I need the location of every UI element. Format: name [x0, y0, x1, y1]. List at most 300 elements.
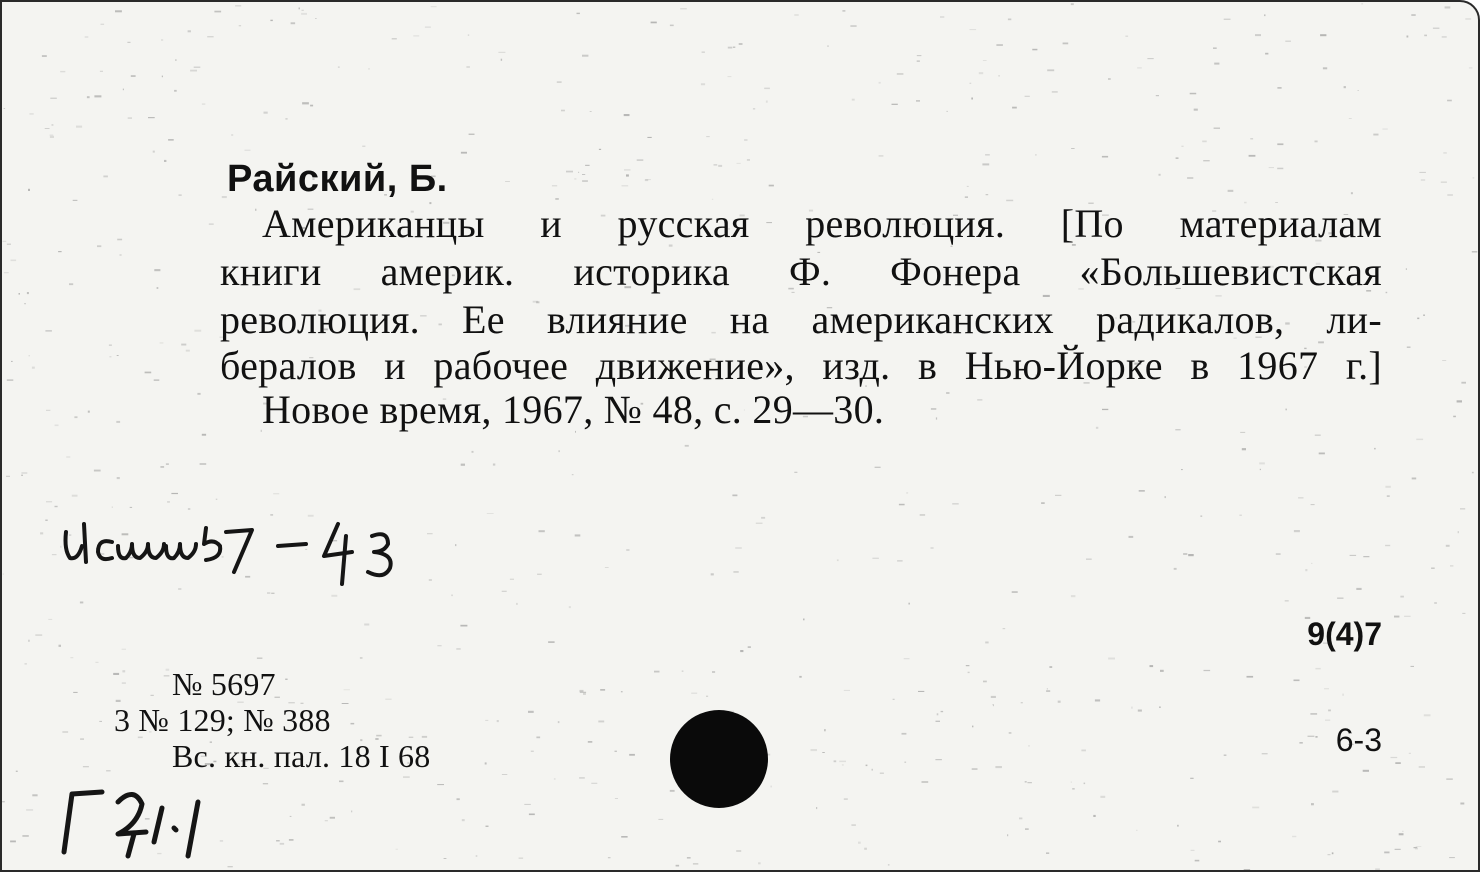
speckle — [1181, 469, 1183, 470]
speckle — [1228, 190, 1234, 192]
speckle — [154, 380, 160, 381]
entry-line-2: книги америк. историка Ф. Фонера «Большевистская — [220, 249, 1382, 294]
speckle — [1204, 670, 1211, 671]
speckle — [1276, 553, 1281, 555]
speckle — [1071, 148, 1075, 149]
speckle — [706, 136, 710, 137]
speckle — [983, 60, 987, 61]
speckle — [29, 355, 30, 356]
speckle — [1374, 448, 1375, 450]
speckle — [1052, 91, 1058, 92]
speckle — [1084, 783, 1086, 785]
speckle — [935, 759, 942, 760]
speckle — [181, 344, 186, 346]
speckle — [360, 657, 363, 659]
speckle — [1046, 690, 1050, 691]
speckle — [115, 10, 122, 12]
speckle — [566, 171, 573, 173]
speckle — [437, 784, 444, 785]
speckle — [946, 392, 949, 393]
speckle — [62, 731, 68, 732]
speckle — [735, 547, 742, 548]
speckle — [748, 646, 751, 648]
speckle — [1361, 3, 1363, 4]
speckle — [1442, 36, 1447, 37]
speckle — [733, 47, 735, 48]
speckle — [235, 5, 241, 6]
speckle — [982, 163, 989, 165]
speckle — [325, 820, 328, 821]
speckle — [764, 88, 770, 90]
speckle — [510, 579, 514, 580]
speckle — [285, 118, 287, 120]
speckle — [425, 27, 431, 28]
speckle — [685, 445, 689, 447]
speckle — [561, 110, 565, 112]
speckle — [536, 737, 540, 739]
speckle — [670, 25, 674, 27]
speckle — [1421, 180, 1425, 181]
speckle — [145, 372, 152, 374]
speckle — [58, 251, 62, 252]
speckle — [485, 762, 487, 764]
speckle — [338, 66, 340, 68]
speckle — [310, 105, 313, 107]
speckle — [263, 783, 268, 784]
speckle — [968, 672, 970, 673]
speckle — [202, 104, 205, 105]
speckle — [245, 150, 251, 151]
speckle — [1434, 602, 1437, 604]
speckle — [117, 239, 122, 241]
speckle — [231, 134, 233, 136]
speckle — [497, 720, 499, 722]
speckle — [42, 55, 47, 57]
speckle — [45, 520, 47, 521]
speckle — [537, 574, 542, 575]
speckle — [109, 356, 111, 357]
speckle — [1129, 536, 1134, 538]
speckle — [753, 108, 755, 110]
speckle — [728, 76, 732, 77]
speckle — [40, 532, 43, 534]
speckle — [264, 112, 268, 114]
speckle — [413, 35, 419, 36]
speckle — [1414, 847, 1418, 848]
speckle — [1409, 753, 1411, 754]
speckle — [46, 501, 52, 502]
speckle — [476, 855, 478, 857]
speckle — [622, 185, 629, 186]
speckle — [931, 547, 934, 549]
speckle — [744, 139, 747, 140]
speckle — [472, 451, 474, 453]
speckle — [48, 619, 52, 620]
speckle — [1446, 545, 1450, 547]
speckle — [228, 866, 233, 867]
speckle — [66, 456, 70, 457]
speckle — [706, 696, 708, 697]
speckle — [1008, 19, 1011, 21]
speckle — [27, 292, 29, 294]
speckle — [1472, 251, 1478, 252]
speckle — [591, 783, 597, 784]
speckle — [1240, 432, 1245, 433]
speckle — [214, 11, 221, 13]
speckle — [339, 781, 344, 783]
accession-row-2: 3 № 129; № 388 — [114, 702, 331, 738]
speckle — [651, 22, 657, 24]
speckle — [615, 798, 618, 799]
speckle — [917, 55, 922, 56]
speckle — [965, 196, 968, 198]
speckle — [528, 711, 534, 713]
speckle — [1159, 707, 1161, 708]
speckle — [1453, 416, 1456, 418]
speckle — [1265, 53, 1268, 55]
speckle — [200, 463, 207, 465]
speckle — [1247, 676, 1254, 678]
speckle — [455, 544, 456, 546]
speckle — [7, 379, 14, 380]
speckle — [682, 671, 684, 672]
speckle — [1450, 565, 1453, 567]
speckle — [35, 635, 42, 636]
speckle — [702, 51, 705, 53]
speckle — [11, 361, 13, 362]
speckle — [302, 10, 304, 11]
speckle — [162, 76, 163, 78]
speckle — [1298, 497, 1303, 499]
speckle — [302, 804, 305, 806]
speckle — [157, 287, 159, 289]
speckle — [122, 649, 126, 650]
speckle — [164, 160, 166, 162]
speckle — [712, 199, 713, 200]
speckle — [1063, 43, 1069, 45]
speckle — [952, 503, 959, 504]
speckle — [32, 367, 35, 369]
speckle — [539, 530, 545, 532]
speckle — [1139, 490, 1145, 492]
speckle — [498, 52, 505, 53]
speckle — [977, 399, 982, 401]
speckle — [979, 72, 983, 74]
speckle — [55, 425, 59, 427]
speckle — [362, 146, 365, 147]
speckle — [28, 640, 29, 642]
speckle — [1394, 616, 1399, 618]
speckle — [1433, 28, 1440, 29]
speckle — [19, 293, 21, 295]
speckle — [50, 136, 54, 138]
speckle — [161, 39, 163, 40]
speckle — [1125, 36, 1128, 37]
speckle — [6, 476, 10, 477]
speckle — [1021, 702, 1023, 703]
speckle — [1460, 803, 1464, 805]
speckle — [1320, 34, 1326, 36]
speckle — [2, 801, 5, 802]
speckle — [999, 75, 1000, 77]
speckle — [1046, 853, 1049, 854]
speckle — [1384, 852, 1389, 854]
speckle — [179, 194, 182, 196]
speckle — [1032, 49, 1037, 51]
speckle — [1299, 742, 1302, 743]
speckle — [585, 165, 590, 166]
speckle — [1100, 796, 1105, 798]
speckle — [1358, 90, 1359, 91]
speckle — [1311, 563, 1312, 564]
speckle — [202, 434, 206, 436]
speckle — [842, 10, 845, 11]
speckle — [1332, 852, 1334, 854]
speckle — [21, 472, 27, 473]
speckle — [486, 826, 489, 827]
speckle — [444, 858, 447, 859]
speckle — [1457, 400, 1462, 402]
speckle — [799, 676, 801, 678]
speckle — [50, 98, 57, 99]
speckle — [403, 777, 410, 778]
speckle — [1285, 600, 1289, 601]
speckle — [851, 825, 856, 826]
speckle — [276, 840, 280, 842]
speckle — [922, 781, 929, 782]
speckle — [1363, 770, 1369, 772]
speckle — [461, 152, 467, 154]
speckle — [1190, 778, 1193, 779]
speckle — [1412, 478, 1417, 480]
speckle — [1328, 710, 1331, 712]
speckle — [577, 13, 580, 14]
speckle — [1351, 192, 1353, 194]
speckle — [909, 603, 910, 605]
speckle — [207, 36, 213, 37]
speckle — [392, 38, 397, 39]
speckle — [991, 696, 996, 698]
speckle — [1183, 553, 1187, 554]
speckle — [487, 513, 494, 514]
speckle — [680, 8, 687, 9]
speckle — [985, 154, 990, 155]
speckle — [122, 670, 125, 672]
speckle — [1027, 782, 1032, 783]
speckle — [80, 602, 83, 604]
speckle — [1239, 515, 1242, 516]
speckle — [396, 849, 398, 850]
speckle — [972, 726, 973, 728]
speckle — [1224, 19, 1231, 20]
speckle — [732, 495, 737, 497]
speckle — [267, 592, 270, 594]
speckle — [197, 393, 200, 395]
speckle — [451, 595, 453, 597]
speckle — [299, 8, 300, 10]
speckle — [1292, 836, 1296, 837]
speckle — [97, 245, 101, 247]
speckle — [888, 864, 890, 865]
speckle — [1187, 177, 1193, 178]
speckle — [747, 159, 750, 161]
speckle — [1407, 347, 1411, 348]
speckle — [330, 817, 335, 819]
speckle — [351, 723, 355, 725]
speckle — [1249, 155, 1256, 157]
speckle — [937, 713, 939, 715]
speckle — [711, 573, 714, 575]
speckle — [1277, 143, 1283, 145]
speckle — [691, 693, 697, 694]
speckle — [1469, 67, 1473, 68]
speckle — [1055, 495, 1061, 496]
speckle — [437, 645, 441, 646]
speckle — [1138, 710, 1142, 712]
speckle — [166, 669, 170, 671]
speckle — [117, 477, 120, 479]
entry-line-5-source: Новое время, 1967, № 48, с. 29—30. — [262, 387, 885, 432]
speckle — [1102, 409, 1108, 410]
speckle — [74, 416, 77, 418]
speckle — [24, 303, 26, 304]
speckle — [21, 475, 23, 476]
speckle — [109, 344, 112, 346]
speckle — [194, 67, 201, 68]
speckle — [1387, 495, 1390, 497]
speckle — [1181, 146, 1183, 147]
speckle — [966, 665, 970, 666]
speckle — [1202, 141, 1207, 143]
speckle — [569, 606, 571, 608]
speckle — [255, 209, 256, 211]
speckle — [1343, 694, 1344, 696]
speckle — [4, 272, 9, 273]
speckle — [1395, 849, 1401, 850]
speckle — [626, 549, 629, 551]
speckle — [580, 690, 584, 692]
speckle — [1108, 658, 1115, 660]
speckle — [676, 865, 680, 867]
speckle — [270, 20, 272, 21]
speckle — [468, 35, 469, 36]
speckle — [164, 676, 170, 677]
speckle — [1328, 854, 1331, 855]
speckle — [872, 558, 879, 559]
speckle — [10, 841, 16, 843]
speckle — [1445, 6, 1451, 8]
speckle — [73, 692, 77, 693]
speckle — [1191, 850, 1195, 851]
speckle — [850, 25, 856, 27]
speckle — [756, 523, 763, 524]
speckle — [127, 42, 130, 43]
speckle — [992, 704, 994, 705]
speckle — [4, 108, 6, 109]
speckle — [1035, 154, 1037, 156]
speckle — [26, 809, 33, 810]
speckle — [1086, 559, 1092, 560]
speckle — [50, 135, 54, 136]
speckle — [916, 100, 920, 101]
speckle — [1411, 14, 1415, 16]
speckle — [1019, 818, 1022, 820]
speckle — [1049, 666, 1052, 668]
speckle — [1473, 177, 1475, 179]
speckle — [875, 467, 881, 468]
speckle — [1041, 502, 1045, 504]
speckle — [1305, 569, 1307, 571]
speckle — [1012, 591, 1018, 593]
speckle — [972, 768, 978, 770]
speckle — [25, 663, 27, 664]
speckle — [842, 764, 844, 765]
speckle — [647, 137, 651, 138]
speckle — [456, 648, 460, 650]
speckle — [1400, 596, 1404, 598]
speckle — [280, 843, 284, 845]
speckle — [917, 60, 920, 62]
speckle — [1214, 128, 1220, 129]
speckle — [936, 721, 941, 722]
speckle — [822, 752, 825, 753]
speckle — [1308, 736, 1315, 737]
speckle — [794, 472, 797, 473]
speckle — [621, 836, 627, 838]
speckle — [1177, 825, 1179, 827]
speckle — [1071, 3, 1074, 5]
speckle — [588, 741, 593, 743]
speckle — [583, 693, 586, 695]
speckle — [1417, 318, 1419, 320]
speckle — [28, 189, 30, 191]
speckle — [970, 83, 972, 84]
speckle — [1147, 58, 1153, 59]
speckle — [273, 493, 279, 494]
speckle — [1386, 292, 1388, 293]
speckle — [122, 682, 126, 684]
speckle — [160, 342, 164, 343]
speckle — [1102, 156, 1108, 158]
speckle — [1407, 36, 1409, 38]
speckle — [645, 179, 648, 181]
speckle — [1385, 545, 1390, 546]
speckle — [1461, 382, 1466, 384]
speckle — [575, 534, 581, 536]
secondary-code: 6-3 — [1335, 722, 1382, 758]
speckle — [816, 807, 817, 809]
speckle — [1446, 779, 1453, 780]
speckle — [505, 181, 510, 182]
speckle — [941, 711, 944, 712]
speckle — [902, 733, 907, 735]
speckle — [1315, 736, 1317, 738]
speckle — [552, 185, 557, 186]
speckle — [897, 73, 904, 75]
speckle — [1447, 194, 1453, 195]
speckle — [714, 164, 718, 165]
speckle — [834, 760, 837, 762]
speckle — [271, 593, 274, 594]
speckle — [995, 766, 1002, 768]
speckle — [1190, 93, 1197, 95]
speckle — [739, 43, 743, 44]
speckle — [291, 22, 296, 24]
speckle — [1174, 568, 1177, 570]
speckle — [1294, 680, 1300, 682]
speckle — [460, 625, 467, 627]
speckle — [693, 863, 698, 864]
